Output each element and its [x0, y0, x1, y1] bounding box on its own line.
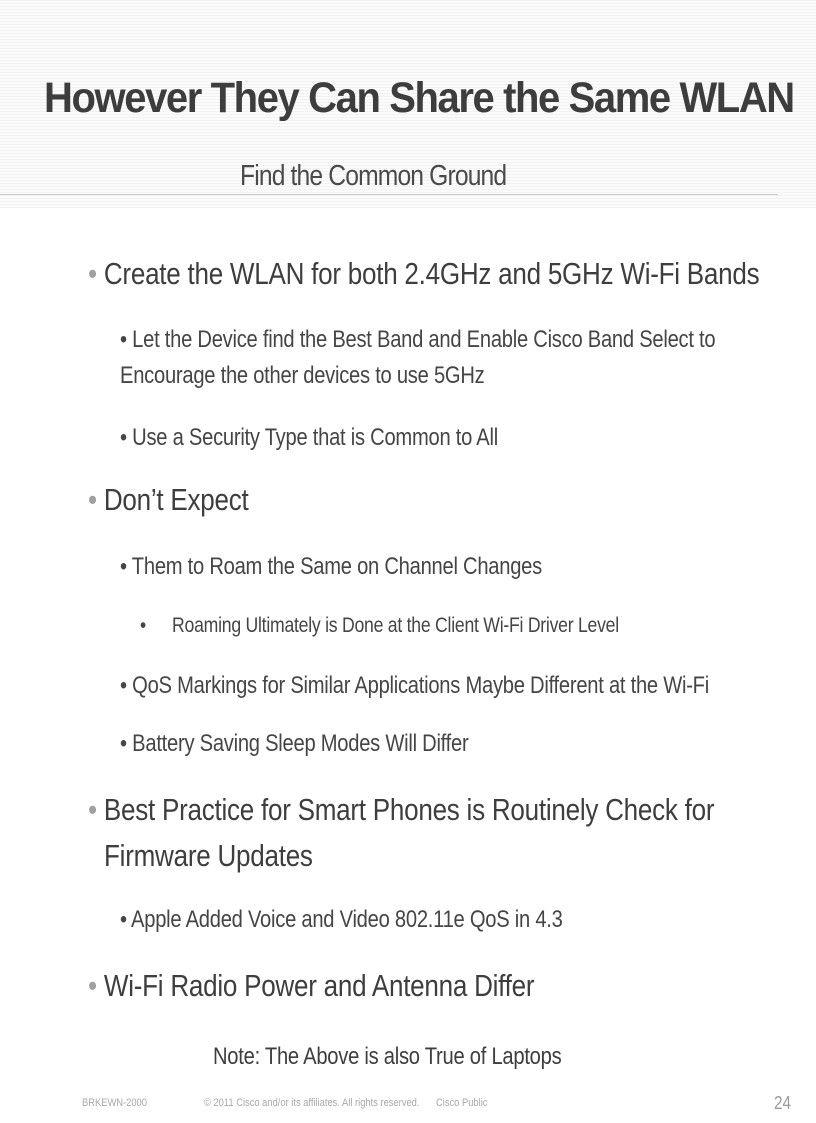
bullet-icon: •: [120, 672, 127, 699]
bullet-icon: •: [120, 730, 127, 757]
bullet-text: Them to Roam the Same on Channel Changes: [131, 553, 542, 580]
bullet-text: Firmware Updates: [104, 838, 313, 873]
bullet-item: [88, 968, 534, 1004]
bullet-icon: •: [120, 326, 127, 353]
bullet-item: [88, 256, 759, 292]
bullet-text: QoS Markings for Similar Applications Maybe Different at the Wi-Fi: [132, 672, 709, 699]
bullet-continuation: [120, 362, 484, 390]
footer-session-id: BRKEWN-2000: [82, 1097, 147, 1109]
bullet-item: [120, 672, 709, 700]
slide-title: However They Can Share the Same WLAN: [44, 74, 794, 122]
bullet-text: Create the WLAN for both 2.4GHz and 5GHz Wi-Fi Bands: [103, 256, 760, 291]
bullet-icon: •: [88, 482, 97, 517]
bullet-text: Roaming Ultimately is Done at the Client Wi-Fi Driver Level: [172, 614, 619, 637]
bullet-icon: •: [120, 906, 127, 933]
bullet-text: Apple Added Voice and Video 802.11e QoS in 4.3: [131, 906, 563, 933]
bullet-icon: •: [120, 424, 127, 451]
bullet-item: [88, 792, 714, 828]
slide-note: Note: The Above is also True of Laptops: [213, 1043, 562, 1070]
bullet-icon: •: [120, 553, 127, 580]
bullet-icon: •: [88, 792, 97, 827]
bullet-text: Use a Security Type that is Common to All: [132, 424, 498, 451]
bullet-item: [120, 906, 563, 934]
slide-subtitle: Find the Common Ground: [240, 160, 507, 192]
bullet-icon: •: [88, 968, 97, 1003]
bullet-item: [120, 326, 715, 354]
footer-copyright: © 2011 Cisco and/or its affiliates. All rights reserved.: [204, 1097, 420, 1109]
page-number: 24: [774, 1093, 792, 1113]
bullet-text: Wi-Fi Radio Power and Antenna Differ: [103, 968, 535, 1003]
bullet-text: Let the Device find the Best Band and Enable Cisco Band Select to: [132, 326, 716, 353]
bullet-text: Battery Saving Sleep Modes Will Differ: [132, 730, 469, 757]
bullet-text: Don’t Expect: [103, 482, 249, 517]
bullet-text: Best Practice for Smart Phones is Routinely Check for: [103, 792, 715, 827]
bullet-item: [120, 730, 468, 758]
bullet-icon: •: [140, 614, 146, 637]
bullet-item: [88, 482, 248, 518]
bullet-icon: •: [88, 256, 97, 291]
bullet-text: Encourage the other devices to use 5GHz: [120, 362, 485, 389]
bullet-continuation: [104, 838, 313, 874]
footer-classification: Cisco Public: [436, 1097, 488, 1109]
bullet-item: [120, 553, 542, 581]
bullet-item: [140, 614, 619, 638]
bullet-item: [120, 424, 498, 452]
header-divider: [0, 194, 778, 195]
